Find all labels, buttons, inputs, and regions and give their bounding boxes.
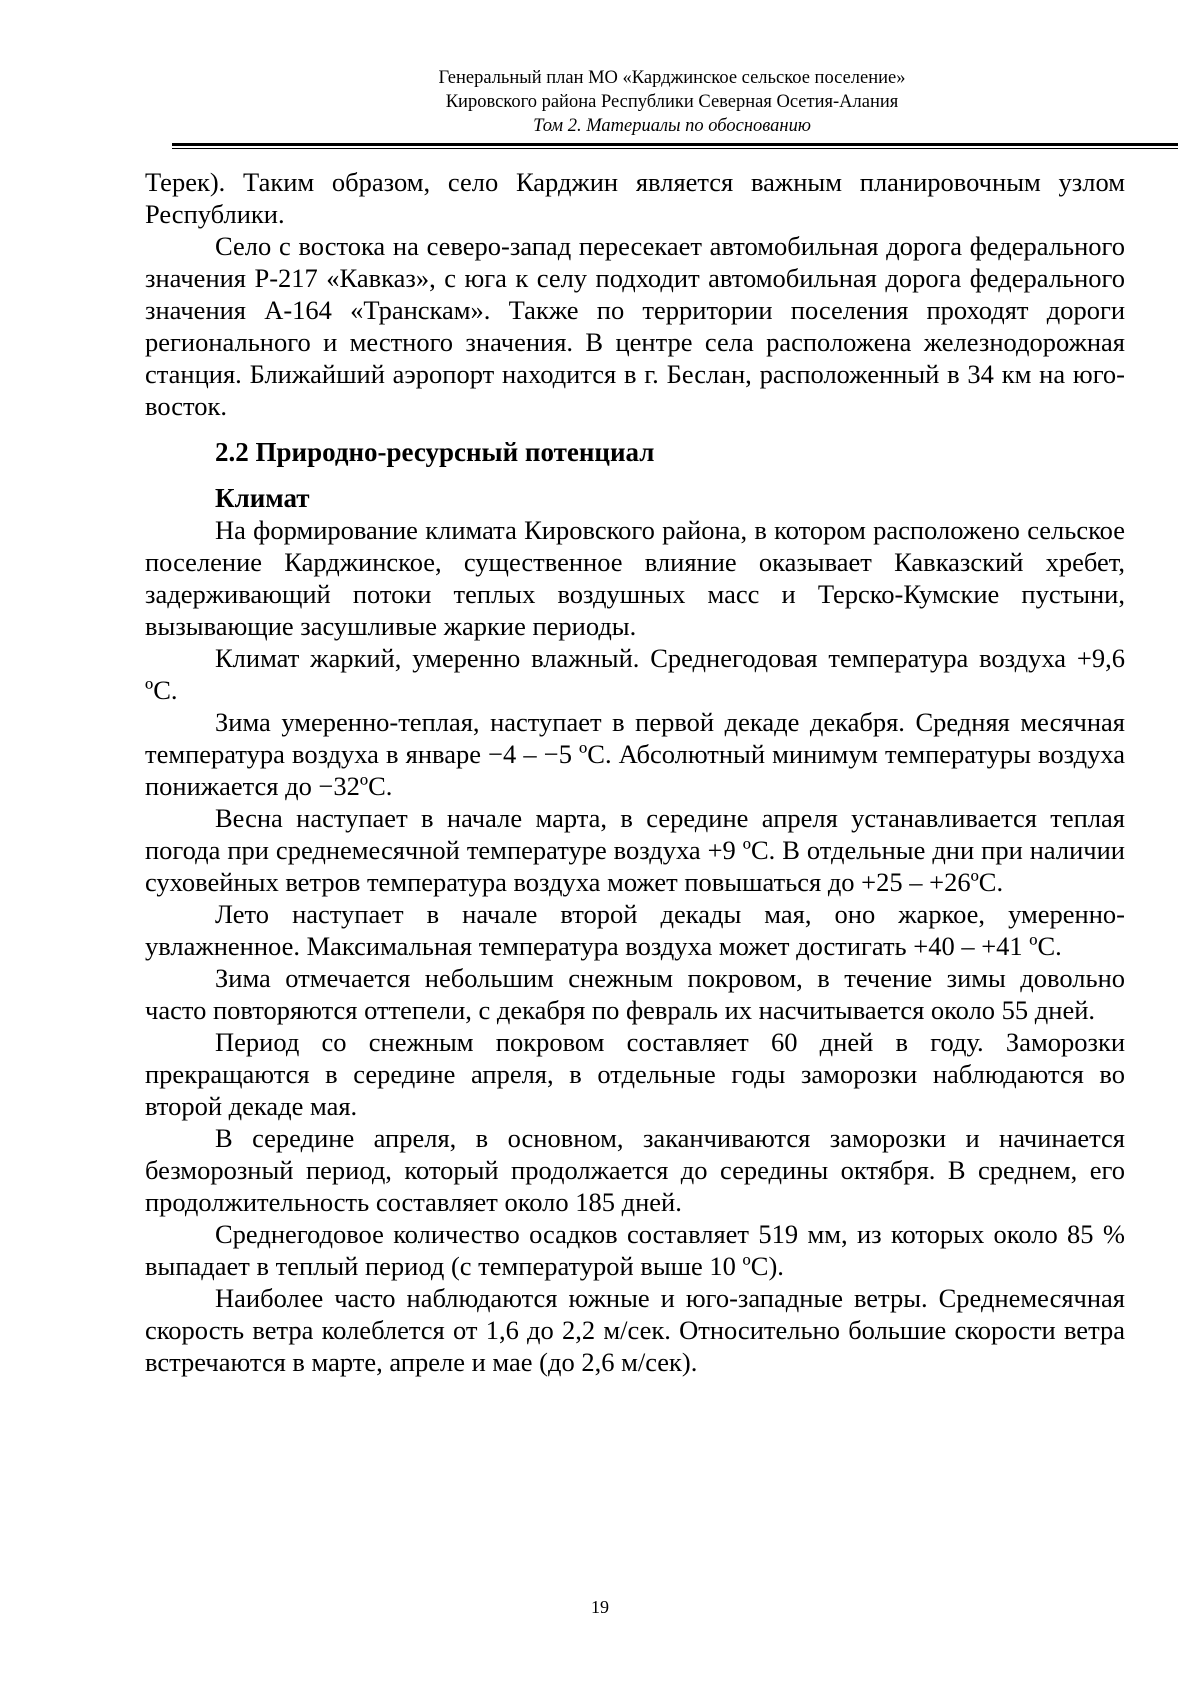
page-header — [172, 66, 1172, 138]
paragraph-winter: Зима умеренно-теплая, наступает в первой декаде декабря. Средняя месячная температура воздуха в январе −4 – −5 ºС. Абсолютный минимум температуры воздуха понижается до −32ºС. — [145, 707, 1125, 801]
subsection-heading: Климат — [215, 483, 310, 513]
page-number: 19 — [591, 1597, 609, 1617]
header-rule-thin — [172, 148, 1178, 149]
paragraph-continuation: Терек). Таким образом, село Карджин является важным планировочным узлом Республики. — [145, 167, 1125, 229]
header-subtitle-line: Кировского района Республики Северная Осетия-Алания — [445, 92, 899, 112]
header-title-line: Генеральный план МО «Карджинское сельское поселение» — [438, 68, 906, 88]
paragraph-climate-summary: Климат жаркий, умеренно влажный. Среднегодовая температура воздуха +9,6 ºС. — [145, 643, 1125, 705]
paragraph-climate-formation: На формирование климата Кировского района, в котором расположено сельское поселение Карджинское, существенное влияние оказывает Кавказский хребет, задерживающий потоки теплых воздушных масс и Терско-Кумские пустыни, вызывающие засушливые жаркие периоды. — [145, 515, 1125, 641]
document-body — [145, 166, 1125, 1378]
paragraph-summer: Лето наступает в начале второй декады мая, оно жаркое, умеренно-увлажненное. Максимальная температура воздуха может достигать +40 – +41 ºС. — [145, 899, 1125, 961]
header-volume-line: Том 2. Материалы по обоснованию — [533, 116, 811, 136]
paragraph-winds: Наиболее часто наблюдаются южные и юго-западные ветры. Среднемесячная скорость ветра колеблется от 1,6 до 2,2 м/сек. Относительно большие скорости ветра встречаются в марте, апреле и мае (до 2,6 м/сек). — [145, 1283, 1125, 1377]
paragraph-precipitation: Среднегодовое количество осадков составляет 519 мм, из которых около 85 % выпадает в теплый период (с температурой выше 10 ºС). — [145, 1219, 1125, 1281]
section-heading: 2.2 Природно-ресурсный потенциал — [215, 437, 655, 467]
paragraph-snow-period: Период со снежным покровом составляет 60 дней в году. Заморозки прекращаются в середине апреля, в отдельные годы заморозки наблюдаются во второй декаде мая. — [145, 1027, 1125, 1121]
paragraph-frost-free: В середине апреля, в основном, заканчиваются заморозки и начинается безморозный период, который продолжается до середины октября. В среднем, его продолжительность составляет около 185 дней. — [145, 1123, 1125, 1217]
paragraph-snow-cover: Зима отмечается небольшим снежным покровом, в течение зимы довольно часто повторяются оттепели, с декабря по февраль их насчитывается около 55 дней. — [145, 963, 1125, 1025]
header-rule-thick — [172, 143, 1178, 146]
paragraph-roads: Село с востока на северо-запад пересекает автомобильная дорога федерального значения Р-217 «Кавказ», с юга к селу подходит автомобильная дорога федерального значения А-164 «Транскам». Также по территории поселения проходят дороги регионального и местного значения. В центре села расположена железнодорожная станция. Ближайший аэропорт находится в г. Беслан, расположенный в 34 км на юго-восток. — [145, 231, 1125, 421]
paragraph-spring: Весна наступает в начале марта, в середине апреля устанавливается теплая погода при среднемесячной температуре воздуха +9 ºС. В отдельные дни при наличии суховейных ветров температура воздуха может повышаться до +25 – +26ºС. — [145, 803, 1125, 897]
